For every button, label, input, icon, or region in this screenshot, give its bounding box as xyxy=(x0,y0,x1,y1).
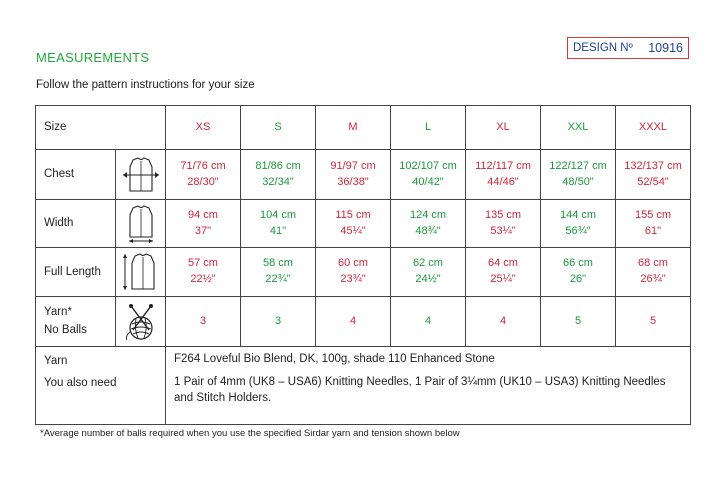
length-cm: 58 cm xyxy=(263,257,293,270)
full-length-row xyxy=(36,248,691,297)
chest-in: 40/42" xyxy=(412,175,444,188)
chest-in: 36/38" xyxy=(337,175,369,188)
length-cm: 62 cm xyxy=(413,257,443,270)
width-in: 48¾" xyxy=(415,224,441,237)
width-in: 53¼" xyxy=(490,224,516,237)
yarn-balls-value: 3 xyxy=(241,297,316,347)
width-row xyxy=(36,200,691,248)
width-sweater-icon xyxy=(116,200,166,248)
size-label: Size xyxy=(36,106,166,150)
chest-cm: 71/76 cm xyxy=(180,159,226,172)
chest-cm: 102/107 cm xyxy=(399,159,457,172)
length-in: 23¾" xyxy=(340,273,366,285)
size-row xyxy=(36,106,691,150)
info-labels xyxy=(36,347,166,425)
chest-in: 44/46" xyxy=(487,175,519,188)
width-label: Width xyxy=(36,200,116,248)
chest-cm: 132/137 cm xyxy=(624,159,682,172)
size-header: XXXL xyxy=(616,106,691,150)
length-cm: 60 cm xyxy=(338,257,368,270)
page-title: MEASUREMENTS xyxy=(36,50,150,65)
chest-in: 32/34" xyxy=(262,175,294,188)
chest-cm: 91/97 cm xyxy=(330,159,376,172)
yarn-info-label: Yarn xyxy=(44,355,68,367)
length-in: 25¼" xyxy=(490,273,516,285)
width-cm: 115 cm xyxy=(335,208,371,221)
length-in: 26" xyxy=(569,273,587,285)
yarn-ball-icon xyxy=(116,297,166,347)
width-cm: 135 cm xyxy=(484,208,522,221)
yarn-balls-value: 4 xyxy=(391,297,466,347)
chest-sweater-icon xyxy=(116,150,166,200)
size-header: S xyxy=(241,106,316,150)
yarn-balls-row xyxy=(36,297,691,347)
yarn-description: F264 Loveful Bio Blend, DK, 100g, shade 110 Enhanced Stone xyxy=(174,353,495,365)
length-cm: 66 cm xyxy=(563,257,593,270)
chest-label: Chest xyxy=(36,150,116,200)
length-cm: 64 cm xyxy=(488,257,518,270)
chest-in: 28/30" xyxy=(187,175,219,188)
chest-cm: 112/117 cm xyxy=(475,159,531,172)
size-header: XS xyxy=(166,106,241,150)
yarn-balls-label xyxy=(36,297,116,347)
size-header: XL xyxy=(466,106,541,150)
you-also-need-label: You also need xyxy=(44,376,117,389)
chest-in: 52/54" xyxy=(637,175,669,188)
design-label: DESIGN Nº xyxy=(573,42,633,54)
chest-cm: 81/86 cm xyxy=(255,159,301,172)
width-in: 56¾" xyxy=(565,224,591,237)
design-number: 10916 xyxy=(648,41,683,55)
chest-in: 48/50" xyxy=(562,175,594,188)
length-in: 26¾" xyxy=(640,273,666,285)
size-header: L xyxy=(391,106,466,150)
width-cm: 104 cm xyxy=(259,208,297,221)
width-cm: 94 cm xyxy=(188,208,218,221)
width-in: 45¼" xyxy=(340,224,366,237)
width-in: 41" xyxy=(269,224,287,237)
design-number-box xyxy=(567,37,689,59)
size-header: M xyxy=(316,106,391,150)
length-sweater-icon xyxy=(116,248,166,297)
subtitle: Follow the pattern instructions for your size xyxy=(36,79,255,91)
yarn-balls-value: 5 xyxy=(616,297,691,347)
footnote: *Average number of balls required when you use the specified Sirdar yarn and tension shown below xyxy=(40,428,460,439)
measurements-table xyxy=(35,105,691,425)
info-row xyxy=(36,347,691,425)
width-cm: 155 cm xyxy=(634,208,672,221)
yarn-balls-value: 5 xyxy=(541,297,616,347)
info-content xyxy=(166,347,691,425)
yarn-balls-value: 4 xyxy=(316,297,391,347)
yarn-label-line2: No Balls xyxy=(44,323,87,336)
size-header: XXL xyxy=(541,106,616,150)
length-in: 22½" xyxy=(190,273,216,285)
width-cm: 124 cm xyxy=(409,208,447,221)
width-in: 61" xyxy=(644,224,662,237)
length-in: 22¾" xyxy=(265,273,291,285)
chest-row xyxy=(36,150,691,200)
width-cm: 144 cm xyxy=(559,208,597,221)
full-length-label: Full Length xyxy=(36,248,116,297)
yarn-balls-value: 3 xyxy=(166,297,241,347)
chest-cm: 122/127 cm xyxy=(549,159,607,172)
length-in: 24½" xyxy=(415,273,441,285)
length-cm: 57 cm xyxy=(188,257,218,270)
width-in: 37" xyxy=(194,224,212,237)
length-cm: 68 cm xyxy=(638,257,668,270)
yarn-balls-value: 4 xyxy=(466,297,541,347)
yarn-label-line1: Yarn* xyxy=(44,306,72,319)
needles-description: 1 Pair of 4mm (UK8 – USA6) Knitting Needles, 1 Pair of 3¼mm (UK10 – USA3) Knitting Needles and Stitch Holders. xyxy=(174,375,666,405)
